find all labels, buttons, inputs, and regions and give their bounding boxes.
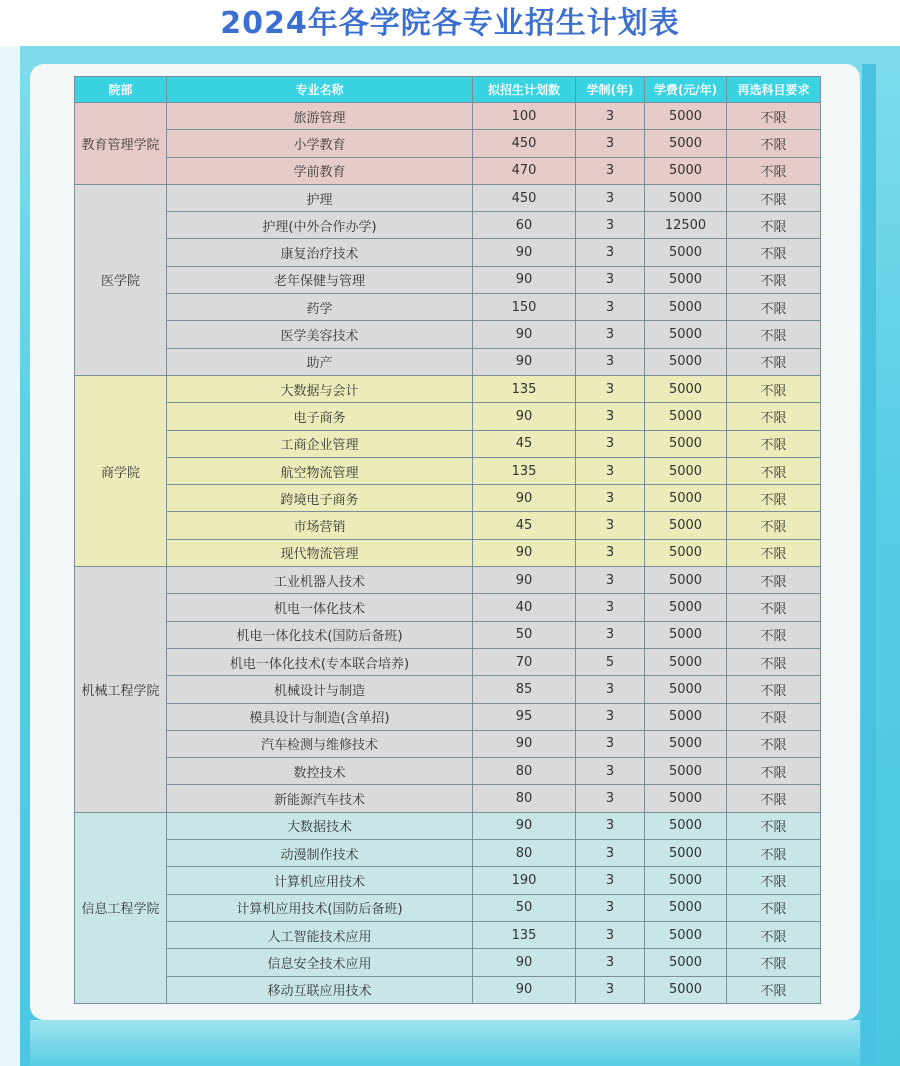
plan-cell: 80 xyxy=(473,758,576,785)
years-cell: 3 xyxy=(576,976,645,1003)
table-row xyxy=(75,157,821,184)
department-cell: 教育管理学院 xyxy=(75,103,167,185)
table-row xyxy=(75,457,821,484)
plan-cell: 470 xyxy=(473,157,576,184)
major-cell: 市场营销 xyxy=(167,512,473,539)
plan-cell: 45 xyxy=(473,430,576,457)
table-row xyxy=(75,430,821,457)
requirement-cell: 不限 xyxy=(727,130,821,157)
table-row xyxy=(75,921,821,948)
major-cell: 护理(中外合作办学) xyxy=(167,212,473,239)
years-cell: 3 xyxy=(576,539,645,566)
table-row xyxy=(75,840,821,867)
years-cell: 3 xyxy=(576,485,645,512)
requirement-cell: 不限 xyxy=(727,157,821,184)
major-cell: 航空物流管理 xyxy=(167,457,473,484)
table-row xyxy=(75,949,821,976)
fee-cell: 5000 xyxy=(645,921,727,948)
years-cell: 3 xyxy=(576,921,645,948)
plan-cell: 90 xyxy=(473,539,576,566)
years-cell: 3 xyxy=(576,266,645,293)
fee-cell: 5000 xyxy=(645,648,727,675)
years-cell: 3 xyxy=(576,212,645,239)
years-cell: 3 xyxy=(576,321,645,348)
years-cell: 3 xyxy=(576,512,645,539)
plan-cell: 45 xyxy=(473,512,576,539)
years-cell: 3 xyxy=(576,184,645,211)
table-row xyxy=(75,184,821,211)
requirement-cell: 不限 xyxy=(727,567,821,594)
fee-cell: 5000 xyxy=(645,539,727,566)
major-cell: 护理 xyxy=(167,184,473,211)
years-cell: 3 xyxy=(576,812,645,839)
fee-cell: 5000 xyxy=(645,594,727,621)
years-cell: 3 xyxy=(576,294,645,321)
plan-cell: 85 xyxy=(473,676,576,703)
plan-cell: 90 xyxy=(473,812,576,839)
fee-cell: 5000 xyxy=(645,103,727,130)
enrollment-plan-table xyxy=(74,76,821,1004)
requirement-cell: 不限 xyxy=(727,840,821,867)
table-row xyxy=(75,648,821,675)
fee-cell: 5000 xyxy=(645,840,727,867)
years-cell: 3 xyxy=(576,621,645,648)
fee-cell: 5000 xyxy=(645,949,727,976)
plan-cell: 90 xyxy=(473,567,576,594)
plan-cell: 135 xyxy=(473,457,576,484)
plan-cell: 190 xyxy=(473,867,576,894)
fee-cell: 5000 xyxy=(645,785,727,812)
years-cell: 3 xyxy=(576,703,645,730)
requirement-cell: 不限 xyxy=(727,621,821,648)
table-row xyxy=(75,294,821,321)
major-cell: 汽车检测与维修技术 xyxy=(167,730,473,757)
plan-cell: 90 xyxy=(473,976,576,1003)
major-cell: 药学 xyxy=(167,294,473,321)
fee-cell: 5000 xyxy=(645,130,727,157)
page-title: 2024年各学院各专业招生计划表 xyxy=(220,6,680,41)
requirement-cell: 不限 xyxy=(727,103,821,130)
header-plan: 拟招生计划数 xyxy=(473,77,576,103)
table-row xyxy=(75,485,821,512)
fee-cell: 5000 xyxy=(645,567,727,594)
fee-cell: 5000 xyxy=(645,703,727,730)
requirement-cell: 不限 xyxy=(727,184,821,211)
requirement-cell: 不限 xyxy=(727,648,821,675)
years-cell: 3 xyxy=(576,567,645,594)
major-cell: 人工智能技术应用 xyxy=(167,921,473,948)
plan-cell: 60 xyxy=(473,212,576,239)
fee-cell: 5000 xyxy=(645,867,727,894)
years-cell: 3 xyxy=(576,403,645,430)
plan-cell: 135 xyxy=(473,921,576,948)
plan-cell: 95 xyxy=(473,703,576,730)
years-cell: 3 xyxy=(576,348,645,375)
plan-cell: 90 xyxy=(473,321,576,348)
requirement-cell: 不限 xyxy=(727,976,821,1003)
requirement-cell: 不限 xyxy=(727,812,821,839)
table-row xyxy=(75,567,821,594)
requirement-cell: 不限 xyxy=(727,539,821,566)
requirement-cell: 不限 xyxy=(727,867,821,894)
years-cell: 3 xyxy=(576,785,645,812)
table-row xyxy=(75,730,821,757)
requirement-cell: 不限 xyxy=(727,949,821,976)
fee-cell: 5000 xyxy=(645,266,727,293)
fee-cell: 5000 xyxy=(645,184,727,211)
fee-cell: 5000 xyxy=(645,621,727,648)
requirement-cell: 不限 xyxy=(727,294,821,321)
major-cell: 大数据与会计 xyxy=(167,375,473,402)
plan-cell: 70 xyxy=(473,648,576,675)
requirement-cell: 不限 xyxy=(727,921,821,948)
major-cell: 计算机应用技术(国防后备班) xyxy=(167,894,473,921)
plan-cell: 450 xyxy=(473,130,576,157)
requirement-cell: 不限 xyxy=(727,758,821,785)
major-cell: 机电一体化技术 xyxy=(167,594,473,621)
table-row xyxy=(75,758,821,785)
fee-cell: 5000 xyxy=(645,758,727,785)
major-cell: 信息安全技术应用 xyxy=(167,949,473,976)
table-row xyxy=(75,594,821,621)
major-cell: 模具设计与制造(含单招) xyxy=(167,703,473,730)
major-cell: 移动互联应用技术 xyxy=(167,976,473,1003)
requirement-cell: 不限 xyxy=(727,485,821,512)
requirement-cell: 不限 xyxy=(727,375,821,402)
fee-cell: 5000 xyxy=(645,676,727,703)
major-cell: 新能源汽车技术 xyxy=(167,785,473,812)
major-cell: 老年保健与管理 xyxy=(167,266,473,293)
years-cell: 3 xyxy=(576,949,645,976)
table-row xyxy=(75,103,821,130)
requirement-cell: 不限 xyxy=(727,730,821,757)
plan-cell: 100 xyxy=(473,103,576,130)
plan-cell: 50 xyxy=(473,894,576,921)
requirement-cell: 不限 xyxy=(727,266,821,293)
fee-cell: 5000 xyxy=(645,403,727,430)
department-cell: 医学院 xyxy=(75,184,167,375)
major-cell: 数控技术 xyxy=(167,758,473,785)
table-row xyxy=(75,512,821,539)
department-cell: 机械工程学院 xyxy=(75,567,167,813)
requirement-cell: 不限 xyxy=(727,894,821,921)
major-cell: 工商企业管理 xyxy=(167,430,473,457)
years-cell: 3 xyxy=(576,239,645,266)
fee-cell: 5000 xyxy=(645,157,727,184)
fee-cell: 5000 xyxy=(645,294,727,321)
fee-cell: 5000 xyxy=(645,457,727,484)
left-margin xyxy=(0,46,20,1066)
plan-cell: 50 xyxy=(473,621,576,648)
major-cell: 学前教育 xyxy=(167,157,473,184)
table-row xyxy=(75,785,821,812)
table-row xyxy=(75,676,821,703)
header-requirement: 再选科目要求 xyxy=(727,77,821,103)
requirement-cell: 不限 xyxy=(727,594,821,621)
years-cell: 3 xyxy=(576,867,645,894)
fee-cell: 5000 xyxy=(645,321,727,348)
fee-cell: 5000 xyxy=(645,976,727,1003)
years-cell: 5 xyxy=(576,648,645,675)
header-row xyxy=(75,77,821,103)
department-cell: 商学院 xyxy=(75,375,167,566)
major-cell: 大数据技术 xyxy=(167,812,473,839)
requirement-cell: 不限 xyxy=(727,703,821,730)
fee-cell: 5000 xyxy=(645,485,727,512)
card-edge xyxy=(862,64,876,1064)
requirement-cell: 不限 xyxy=(727,430,821,457)
header-fee: 学费(元/年) xyxy=(645,77,727,103)
major-cell: 康复治疗技术 xyxy=(167,239,473,266)
requirement-cell: 不限 xyxy=(727,457,821,484)
years-cell: 3 xyxy=(576,758,645,785)
table-body xyxy=(75,103,821,1004)
requirement-cell: 不限 xyxy=(727,348,821,375)
years-cell: 3 xyxy=(576,130,645,157)
major-cell: 机电一体化技术(国防后备班) xyxy=(167,621,473,648)
table-row xyxy=(75,812,821,839)
header-years: 学制(年) xyxy=(576,77,645,103)
requirement-cell: 不限 xyxy=(727,785,821,812)
plan-cell: 90 xyxy=(473,348,576,375)
plan-cell: 80 xyxy=(473,785,576,812)
major-cell: 小学教育 xyxy=(167,130,473,157)
table-row xyxy=(75,375,821,402)
fee-cell: 5000 xyxy=(645,812,727,839)
table-row xyxy=(75,239,821,266)
plan-cell: 80 xyxy=(473,840,576,867)
plan-cell: 90 xyxy=(473,403,576,430)
table-row xyxy=(75,621,821,648)
major-cell: 工业机器人技术 xyxy=(167,567,473,594)
bottom-fade xyxy=(30,1020,860,1066)
years-cell: 3 xyxy=(576,676,645,703)
major-cell: 机电一体化技术(专本联合培养) xyxy=(167,648,473,675)
years-cell: 3 xyxy=(576,430,645,457)
fee-cell: 5000 xyxy=(645,430,727,457)
table-row xyxy=(75,403,821,430)
requirement-cell: 不限 xyxy=(727,676,821,703)
years-cell: 3 xyxy=(576,840,645,867)
table-row xyxy=(75,867,821,894)
table-row xyxy=(75,976,821,1003)
fee-cell: 5000 xyxy=(645,512,727,539)
major-cell: 电子商务 xyxy=(167,403,473,430)
fee-cell: 5000 xyxy=(645,730,727,757)
plan-cell: 150 xyxy=(473,294,576,321)
table-row xyxy=(75,348,821,375)
major-cell: 旅游管理 xyxy=(167,103,473,130)
header-major: 专业名称 xyxy=(167,77,473,103)
years-cell: 3 xyxy=(576,457,645,484)
requirement-cell: 不限 xyxy=(727,321,821,348)
plan-cell: 135 xyxy=(473,375,576,402)
table-row xyxy=(75,130,821,157)
fee-cell: 12500 xyxy=(645,212,727,239)
plan-cell: 90 xyxy=(473,949,576,976)
fee-cell: 5000 xyxy=(645,894,727,921)
major-cell: 医学美容技术 xyxy=(167,321,473,348)
requirement-cell: 不限 xyxy=(727,212,821,239)
years-cell: 3 xyxy=(576,375,645,402)
major-cell: 跨境电子商务 xyxy=(167,485,473,512)
plan-cell: 90 xyxy=(473,485,576,512)
table-row xyxy=(75,212,821,239)
years-cell: 3 xyxy=(576,103,645,130)
fee-cell: 5000 xyxy=(645,348,727,375)
table-row xyxy=(75,266,821,293)
years-cell: 3 xyxy=(576,730,645,757)
years-cell: 3 xyxy=(576,157,645,184)
years-cell: 3 xyxy=(576,894,645,921)
major-cell: 现代物流管理 xyxy=(167,539,473,566)
plan-cell: 40 xyxy=(473,594,576,621)
plan-cell: 90 xyxy=(473,730,576,757)
table-row xyxy=(75,321,821,348)
major-cell: 助产 xyxy=(167,348,473,375)
major-cell: 机械设计与制造 xyxy=(167,676,473,703)
table-row xyxy=(75,539,821,566)
table-row xyxy=(75,703,821,730)
fee-cell: 5000 xyxy=(645,239,727,266)
plan-cell: 90 xyxy=(473,266,576,293)
years-cell: 3 xyxy=(576,594,645,621)
header-department: 院部 xyxy=(75,77,167,103)
fee-cell: 5000 xyxy=(645,375,727,402)
plan-cell: 90 xyxy=(473,239,576,266)
plan-cell: 450 xyxy=(473,184,576,211)
table-row xyxy=(75,894,821,921)
major-cell: 计算机应用技术 xyxy=(167,867,473,894)
requirement-cell: 不限 xyxy=(727,239,821,266)
department-cell: 信息工程学院 xyxy=(75,812,167,1003)
requirement-cell: 不限 xyxy=(727,403,821,430)
major-cell: 动漫制作技术 xyxy=(167,840,473,867)
requirement-cell: 不限 xyxy=(727,512,821,539)
